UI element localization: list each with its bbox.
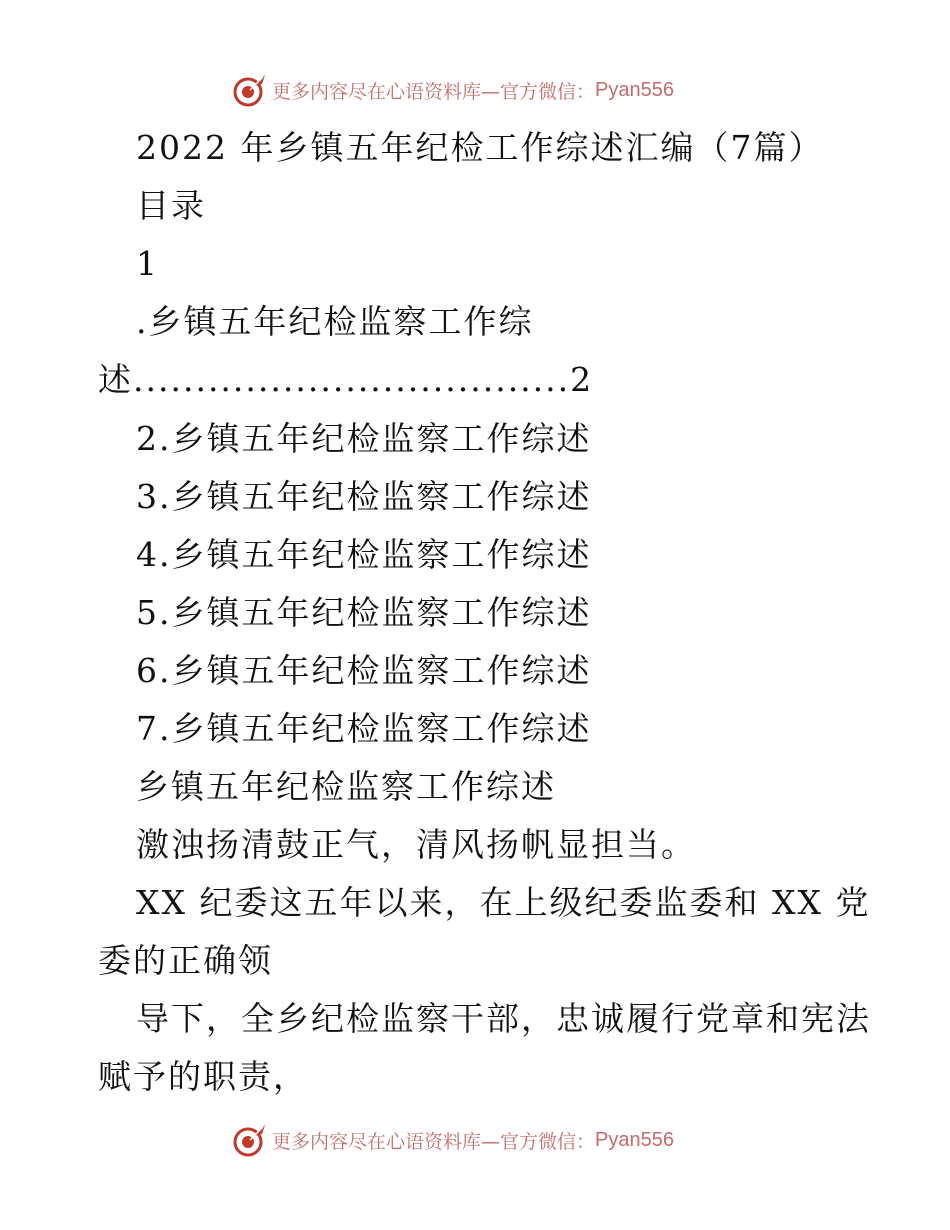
watermark-wechat-id: Pyan556	[595, 78, 674, 101]
paragraph-1: 激浊扬清鼓正气，清风扬帆显担当。	[136, 825, 696, 864]
paragraph-3-line-1: 导下，全乡纪检监察干部，忠诚履行党章和宪法	[136, 999, 871, 1038]
quill-logo-icon	[232, 1122, 268, 1158]
header-watermark	[232, 70, 674, 110]
section-title: 乡镇五年纪检监察工作综述	[136, 767, 556, 806]
quill-logo-icon	[232, 72, 268, 108]
toc-leader-dots: ...................................	[133, 360, 571, 399]
watermark-wechat-id: Pyan556	[595, 1128, 674, 1151]
toc-item-6: 6.乡镇五年纪检监察工作综述	[136, 651, 592, 690]
toc-item-1-title-cont: 述	[98, 360, 133, 399]
toc-item-1-title: .乡镇五年纪检监察工作综	[136, 302, 534, 341]
paragraph-3-line-2: 赋予的职责，	[98, 1057, 308, 1096]
toc-item-7: 7.乡镇五年纪检监察工作综述	[136, 709, 592, 748]
toc-item-1-number: 1	[136, 244, 159, 283]
toc-item-3: 3.乡镇五年纪检监察工作综述	[136, 477, 592, 516]
watermark-text: 更多内容尽在心语资料库—官方微信：	[272, 1130, 596, 1153]
paragraph-2-line-2: 委的正确领	[98, 941, 273, 980]
toc-item-1-title-continued	[98, 358, 593, 402]
footer-watermark	[232, 1120, 674, 1160]
paragraph-2-line-1: XX 纪委这五年以来，在上级纪委监委和 XX 党	[136, 883, 871, 922]
document-title: 2022 年乡镇五年纪检工作综述汇编（7篇）	[136, 128, 824, 167]
toc-heading: 目录	[136, 186, 206, 225]
toc-item-2: 2.乡镇五年纪检监察工作综述	[136, 419, 592, 458]
toc-item-5: 5.乡镇五年纪检监察工作综述	[136, 593, 592, 632]
toc-item-4: 4.乡镇五年纪检监察工作综述	[136, 535, 592, 574]
watermark-text: 更多内容尽在心语资料库—官方微信：	[272, 80, 596, 103]
toc-item-1-page: 2	[570, 360, 594, 399]
